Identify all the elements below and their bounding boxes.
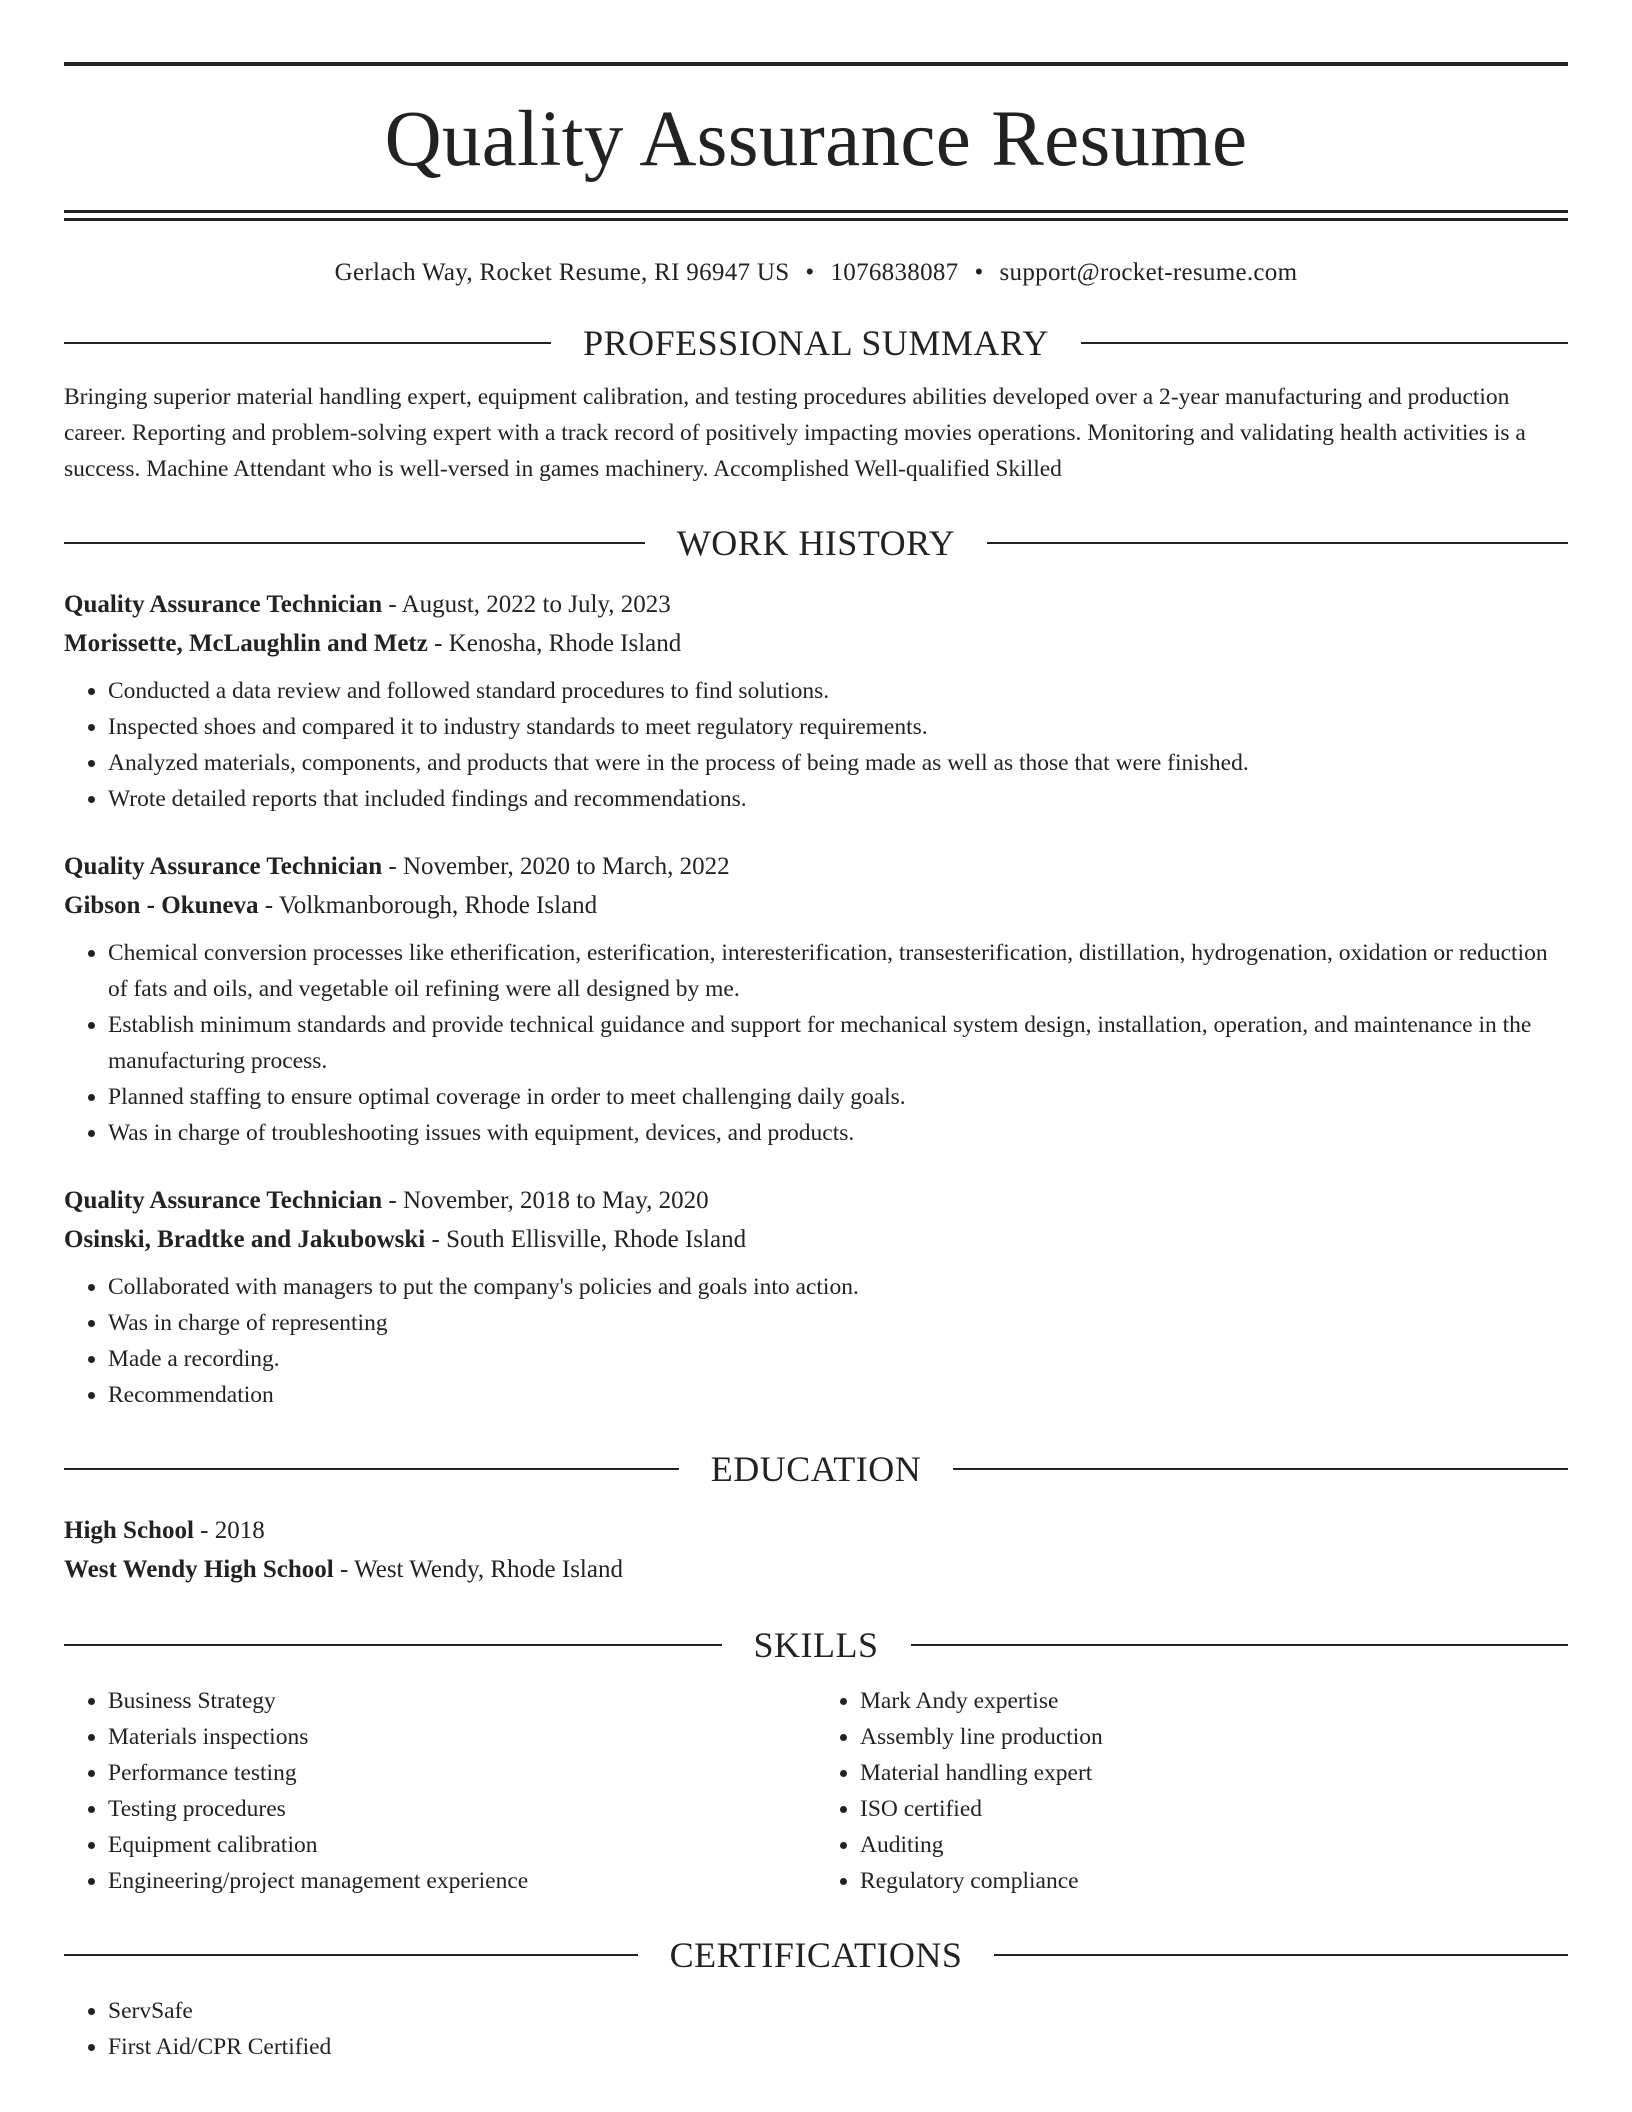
list-item: • Conducted a data review and followed standard procedures to find solutions. xyxy=(108,673,1568,709)
list-item: • Inspected shoes and compared it to industry standards to meet regulatory requirements. xyxy=(108,709,1568,745)
heading-rule xyxy=(911,1644,1569,1646)
education-year: - 2018 xyxy=(193,1517,265,1544)
list-item: • Engineering/project management experience xyxy=(108,1863,816,1899)
job-title: Quality Assurance Technician xyxy=(64,591,383,618)
job-company-line xyxy=(64,1220,1568,1259)
job-title-line xyxy=(64,847,1568,886)
job-title-line xyxy=(64,585,1568,624)
section-title: CERTIFICATIONS xyxy=(669,1935,963,1975)
list-item: • ServSafe xyxy=(108,1993,1568,2029)
header-double-rule xyxy=(64,210,1568,221)
list-item: • Assembly line production xyxy=(860,1719,1568,1755)
job-company: Morissette, McLaughlin and Metz xyxy=(64,630,428,657)
certifications-list xyxy=(64,1993,1568,2065)
list-item: • Performance testing xyxy=(108,1755,816,1791)
job-entry xyxy=(64,585,1568,817)
list-item: • ISO certified xyxy=(860,1791,1568,1827)
heading-rule xyxy=(1081,342,1568,344)
job-entry xyxy=(64,1181,1568,1413)
list-item: • Analyzed materials, components, and products that were in the process of being made as well as those that were finished. xyxy=(108,745,1568,781)
job-location: - South Ellisville, Rhode Island xyxy=(425,1226,747,1253)
job-title-line xyxy=(64,1181,1568,1220)
education-school-line xyxy=(64,1550,1568,1589)
contact-email: support@rocket-resume.com xyxy=(999,259,1298,286)
list-item: • Material handling expert xyxy=(860,1755,1568,1791)
list-item: • Establish minimum standards and provide technical guidance and support for mechanical system design, installation, operation, and maintenance in the manufacturing process. xyxy=(108,1007,1568,1079)
list-item: • Business Strategy xyxy=(108,1683,816,1719)
heading-rule xyxy=(987,542,1568,544)
heading-rule xyxy=(64,1954,638,1956)
job-bullets xyxy=(64,935,1568,1151)
education-degree: High School xyxy=(64,1517,194,1544)
contact-phone: 1076838087 xyxy=(830,259,959,286)
contact-separator: • xyxy=(805,259,815,286)
section-heading-certifications xyxy=(64,1933,1568,1977)
education-school: West Wendy High School xyxy=(64,1556,334,1583)
section-title: PROFESSIONAL SUMMARY xyxy=(583,323,1049,363)
education-degree-line xyxy=(64,1511,1568,1550)
list-item: • Mark Andy expertise xyxy=(860,1683,1568,1719)
contact-address: Gerlach Way, Rocket Resume, RI 96947 US xyxy=(334,259,790,286)
job-title: Quality Assurance Technician xyxy=(64,853,383,880)
job-bullets xyxy=(64,1269,1568,1413)
list-item: • First Aid/CPR Certified xyxy=(108,2029,1568,2065)
list-item: • Equipment calibration xyxy=(108,1827,816,1863)
list-item: • Testing procedures xyxy=(108,1791,816,1827)
job-bullets xyxy=(64,673,1568,817)
list-item: • Wrote detailed reports that included findings and recommendations. xyxy=(108,781,1568,817)
job-dates: - November, 2018 to May, 2020 xyxy=(382,1187,709,1214)
section-title: WORK HISTORY xyxy=(676,523,956,563)
list-item: • Chemical conversion processes like etherification, esterification, interesterification, transesterification, distillation, hydrogenation, oxidation or reduction of fats and oils, and vegetable oil refining were all designed by me. xyxy=(108,935,1568,1007)
certifications-list-wrap xyxy=(64,1993,1568,2065)
job-dates: - August, 2022 to July, 2023 xyxy=(382,591,671,618)
heading-rule xyxy=(953,1468,1568,1470)
job-location: - Volkmanborough, Rhode Island xyxy=(258,892,598,919)
education-entry xyxy=(64,1511,1568,1589)
resume-title: Quality Assurance Resume xyxy=(384,96,1248,183)
heading-rule xyxy=(64,542,645,544)
list-item: • Made a recording. xyxy=(108,1341,1568,1377)
contact-line xyxy=(64,259,1568,287)
job-title: Quality Assurance Technician xyxy=(64,1187,383,1214)
job-dates: - November, 2020 to March, 2022 xyxy=(382,853,730,880)
skills-list-right xyxy=(816,1683,1568,1899)
header-top-rule xyxy=(64,62,1568,66)
list-item: • Recommendation xyxy=(108,1377,1568,1413)
list-item: • Materials inspections xyxy=(108,1719,816,1755)
heading-rule xyxy=(64,1468,679,1470)
heading-rule xyxy=(64,1644,722,1646)
education-location: - West Wendy, Rhode Island xyxy=(333,1556,623,1583)
section-heading-work xyxy=(64,521,1568,565)
contact-separator: • xyxy=(974,259,984,286)
section-title: EDUCATION xyxy=(710,1449,922,1489)
list-item: • Auditing xyxy=(860,1827,1568,1863)
job-company: Gibson - Okuneva xyxy=(64,892,259,919)
section-heading-skills xyxy=(64,1623,1568,1667)
list-item: • Planned staffing to ensure optimal coverage in order to meet challenging daily goals. xyxy=(108,1079,1568,1115)
heading-rule xyxy=(64,342,551,344)
job-entry xyxy=(64,847,1568,1151)
list-item: • Was in charge of troubleshooting issues with equipment, devices, and products. xyxy=(108,1115,1568,1151)
section-heading-education xyxy=(64,1447,1568,1491)
job-company-line xyxy=(64,886,1568,925)
summary-text: Bringing superior material handling expert, equipment calibration, and testing procedures abilities developed over a 2-year manufacturing and production career. Reporting and problem-solving expert with a track record of positively impacting movies operations. Monitoring and validating health activities is a success. Machine Attendant who is well-versed in games machinery. Accomplished Well-qualified Skilled xyxy=(64,384,1526,482)
section-heading-summary xyxy=(64,321,1568,365)
list-item: • Regulatory compliance xyxy=(860,1863,1568,1899)
heading-rule xyxy=(994,1954,1568,1956)
job-company-line xyxy=(64,624,1568,663)
section-title: SKILLS xyxy=(753,1625,879,1665)
list-item: • Collaborated with managers to put the company's policies and goals into action. xyxy=(108,1269,1568,1305)
skills-columns xyxy=(64,1683,1568,1899)
job-location: - Kenosha, Rhode Island xyxy=(427,630,682,657)
list-item: • Was in charge of representing xyxy=(108,1305,1568,1341)
job-company: Osinski, Bradtke and Jakubowski xyxy=(64,1226,426,1253)
skills-list-left xyxy=(64,1683,816,1899)
